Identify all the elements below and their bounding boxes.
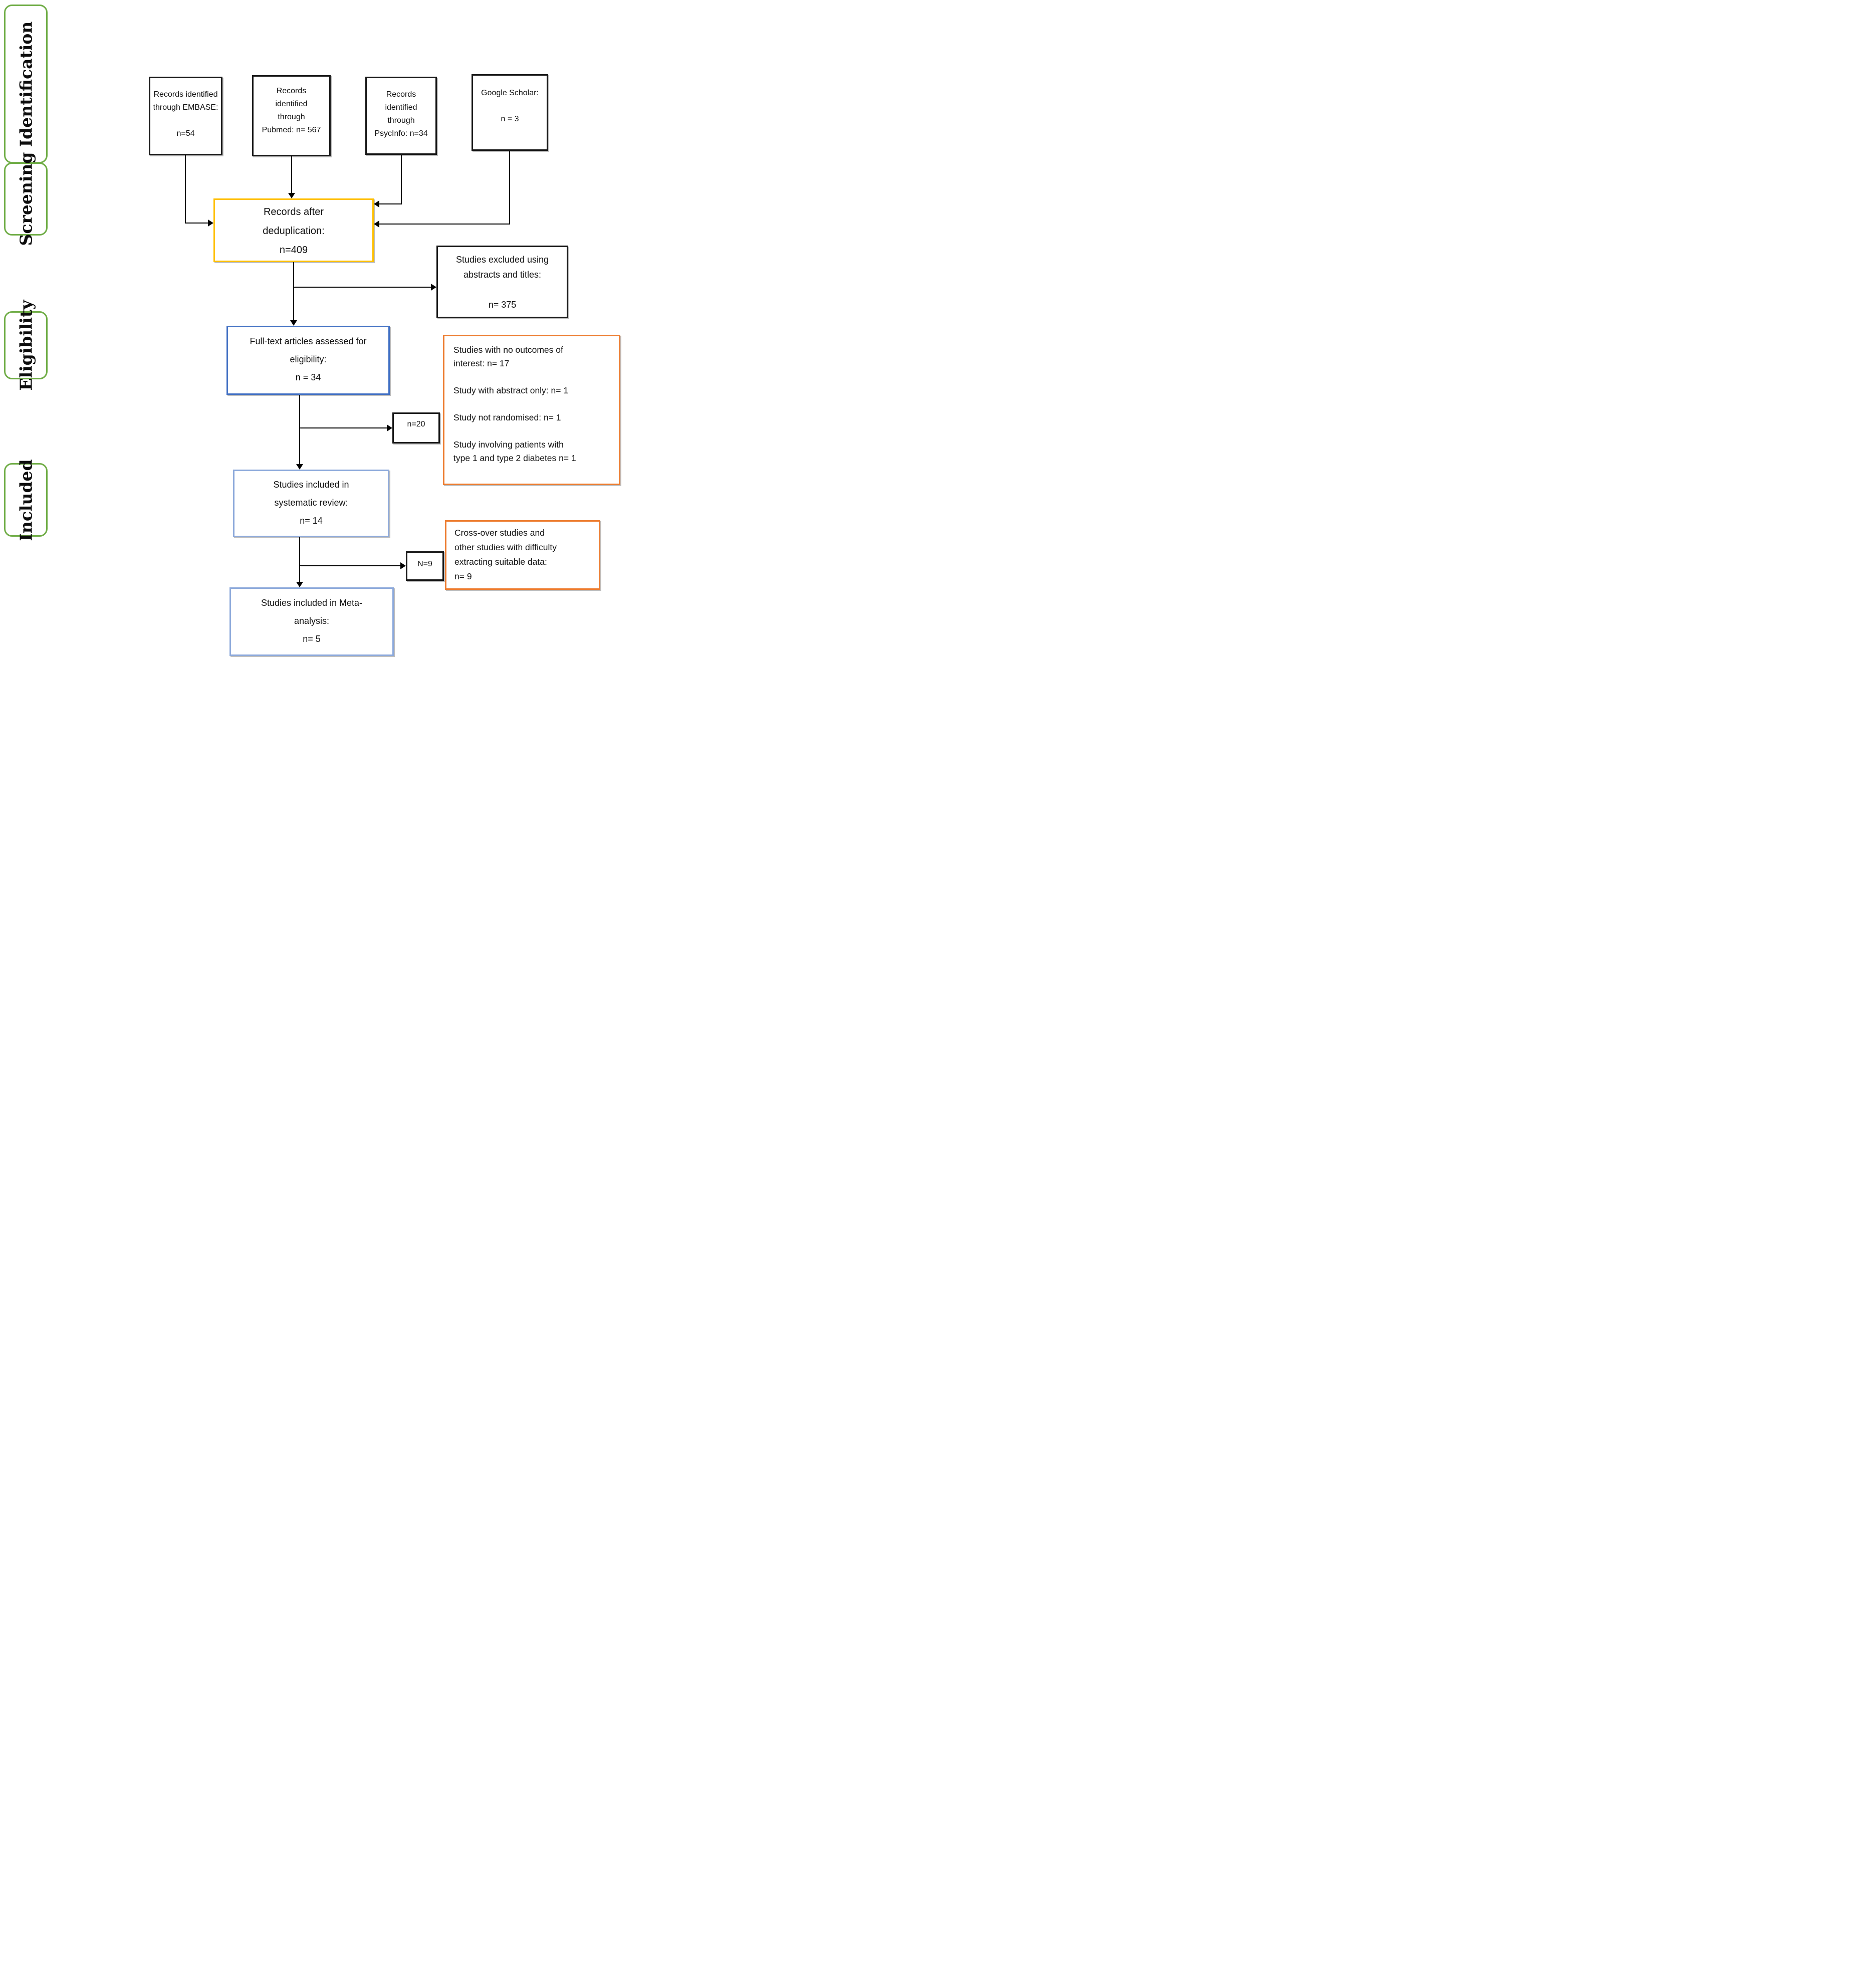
line-segment — [291, 156, 292, 193]
arrowhead — [374, 221, 379, 228]
box-line: through — [278, 113, 305, 121]
meta-analysis-included-box — [229, 587, 394, 656]
fulltext-assessed-box — [226, 326, 390, 395]
box-line — [473, 100, 547, 113]
box-line: Studies excluded using — [455, 255, 549, 265]
box-line: other studies with difficulty — [454, 542, 557, 552]
box-line — [453, 370, 614, 384]
arrowhead — [400, 562, 406, 569]
line-segment — [379, 203, 402, 204]
box-line: Studies included in Meta- — [261, 598, 363, 608]
box-line: Records identified — [153, 90, 218, 99]
stage-label: Included — [16, 459, 36, 541]
box-line: n = 3 — [501, 115, 519, 123]
box-line: n=20 — [407, 420, 425, 428]
line-segment — [401, 155, 402, 204]
line-segment — [299, 537, 300, 582]
box-line: through EMBASE: — [153, 103, 218, 112]
box-line: n=409 — [279, 245, 308, 256]
exclusion-reasons-box — [443, 335, 620, 485]
stage-label: Screening — [16, 152, 36, 246]
box-line: Cross-over studies and — [454, 528, 545, 538]
box-line: Study with abstract only: n= 1 — [453, 385, 569, 395]
line-segment — [293, 262, 294, 320]
box-line — [438, 282, 567, 297]
box-line: Pubmed: n= 567 — [262, 126, 321, 134]
box-line: abstracts and titles: — [463, 270, 542, 280]
box-line: deduplication: — [263, 226, 325, 237]
arrowhead — [208, 219, 213, 227]
records-embase-box — [149, 77, 222, 155]
arrowhead — [296, 464, 303, 470]
box-line: extracting suitable data: — [454, 557, 547, 567]
arrowhead — [296, 582, 303, 587]
box-line: n= 9 — [454, 571, 472, 581]
box-line: n = 34 — [295, 372, 321, 382]
line-segment — [300, 565, 400, 566]
box-line: Records — [386, 90, 416, 99]
stage-included — [4, 459, 48, 541]
google-scholar-box — [472, 74, 548, 151]
line-segment — [185, 223, 208, 224]
box-line: Studies with no outcomes of — [453, 345, 563, 355]
box-line: systematic review: — [274, 498, 348, 508]
arrowhead — [431, 284, 436, 291]
meta-excluded-count-box — [406, 551, 444, 581]
line-segment — [299, 395, 300, 464]
box-line: eligibility: — [290, 354, 327, 364]
box-line: Google Scholar: — [481, 89, 539, 97]
box-line — [453, 397, 614, 411]
stage-identification — [4, 5, 48, 163]
box-line: n=54 — [176, 129, 195, 138]
records-psycinfo-box — [365, 77, 437, 155]
box-line: N=9 — [417, 560, 432, 568]
box-line: type 1 and type 2 diabetes n= 1 — [453, 453, 576, 463]
studies-excluded-box — [436, 246, 568, 318]
arrowhead — [387, 424, 392, 431]
fulltext-excluded-count-box — [392, 412, 440, 444]
box-line: Study involving patients with — [453, 440, 564, 450]
line-segment — [509, 151, 510, 224]
box-line: identified — [385, 103, 417, 112]
box-line: Full-text articles assessed for — [250, 336, 367, 346]
records-pubmed-box — [252, 75, 331, 156]
box-line: Records — [276, 87, 307, 95]
box-line: Studies included in — [273, 480, 349, 490]
systematic-review-included-box — [233, 470, 389, 537]
stage-eligibility — [4, 300, 48, 391]
records-after-deduplication-box — [213, 198, 374, 262]
box-line: n= 14 — [300, 516, 323, 526]
line-segment — [379, 224, 510, 225]
prisma-flow-diagram — [0, 0, 625, 658]
box-line: interest: n= 17 — [453, 358, 510, 368]
arrowhead — [288, 193, 295, 198]
arrowhead — [290, 320, 297, 326]
box-line — [150, 114, 221, 127]
box-line — [453, 424, 614, 438]
box-line: PsycInfo: n=34 — [374, 129, 428, 138]
line-segment — [294, 287, 431, 288]
crossover-studies-box — [445, 520, 600, 590]
line-segment — [185, 155, 186, 223]
box-line: analysis: — [294, 616, 330, 626]
box-line: n= 375 — [488, 300, 517, 310]
box-line: identified — [275, 100, 308, 108]
box-line: Records after — [263, 206, 324, 217]
box-line: n= 5 — [303, 634, 321, 644]
box-line: Study not randomised: n= 1 — [453, 412, 561, 422]
box-line: through — [387, 116, 415, 125]
stage-label: Eligibility — [16, 300, 36, 391]
stage-label: Identification — [16, 21, 36, 147]
stage-screening — [4, 152, 48, 246]
line-segment — [300, 427, 387, 428]
arrowhead — [374, 200, 379, 207]
